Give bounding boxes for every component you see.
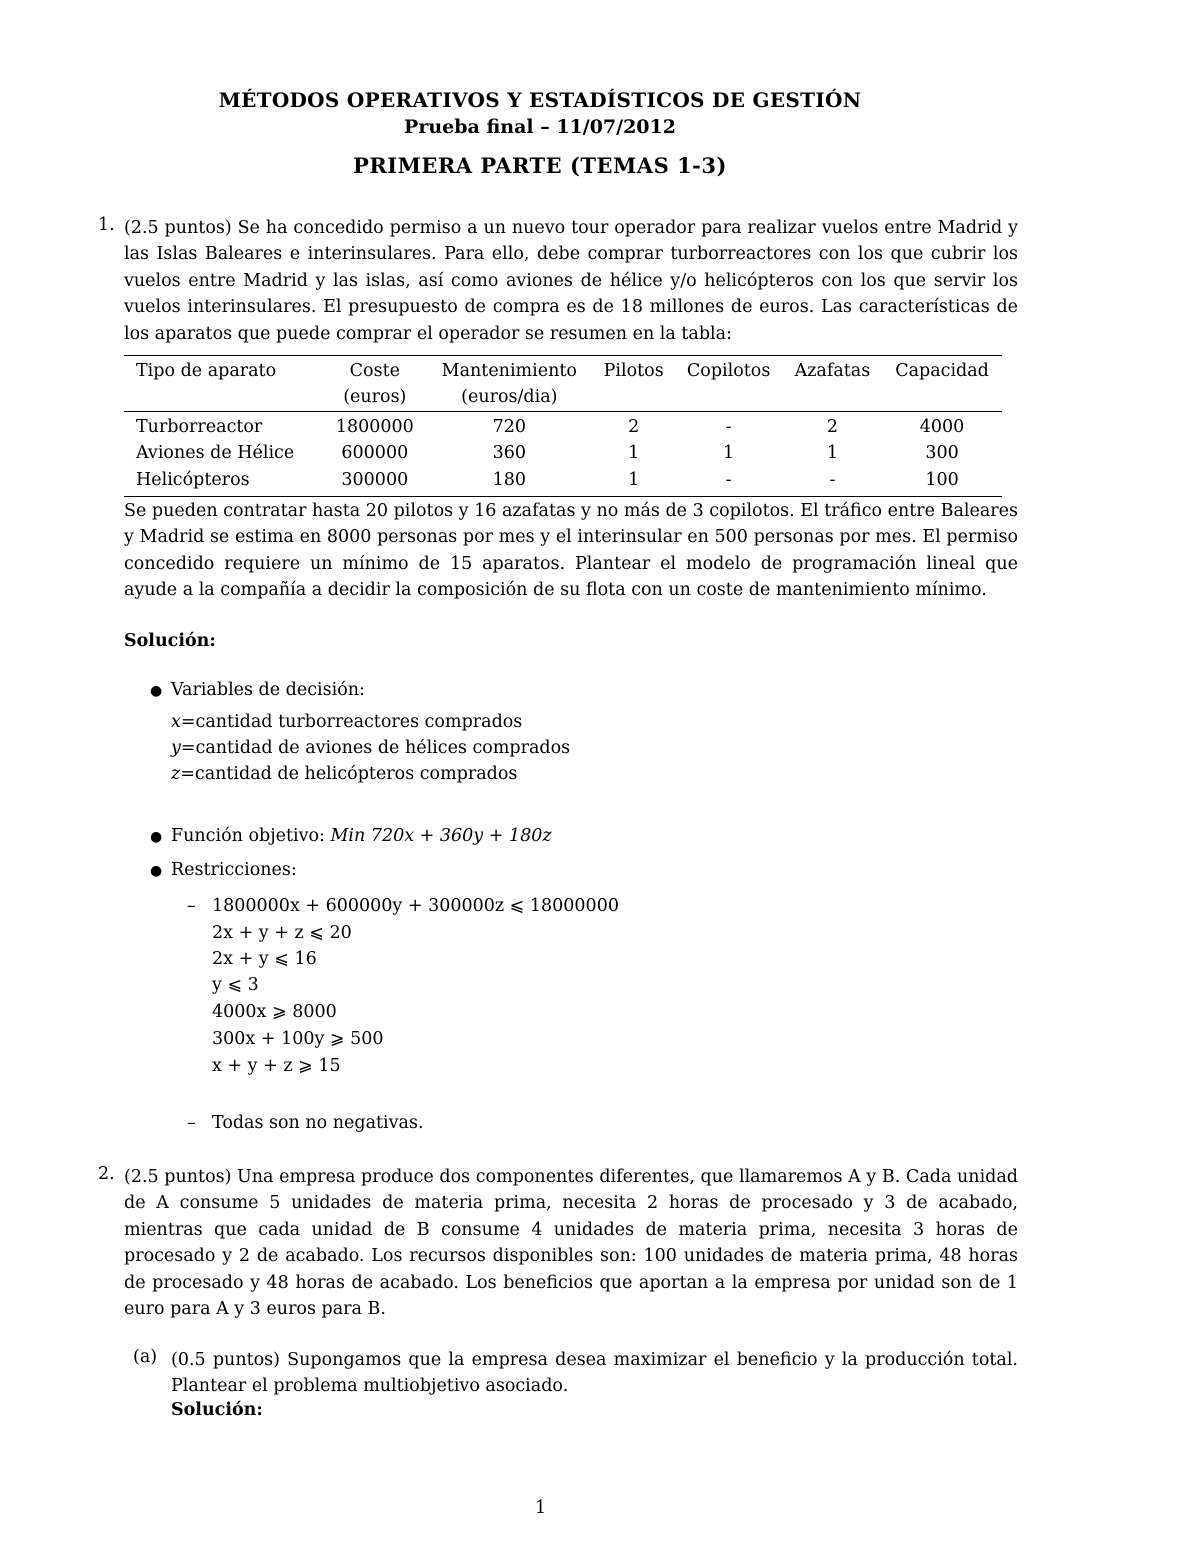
objective-label: Función objetivo: bbox=[171, 826, 325, 846]
question-1-number: 1. bbox=[98, 215, 115, 235]
table-cell: 4000 bbox=[919, 416, 965, 437]
aircraft-table bbox=[124, 355, 1002, 497]
constraint: 300x + 100y ⩾ 500 bbox=[212, 1029, 384, 1049]
header-cell bbox=[124, 384, 324, 411]
question-2-number: 2. bbox=[98, 1164, 115, 1184]
part-title: PRIMERA PARTE (TEMAS 1-3) bbox=[353, 153, 727, 178]
table-cell: - bbox=[725, 416, 732, 437]
table-row bbox=[124, 411, 1002, 440]
constraint: 2x + y ⩽ 16 bbox=[212, 949, 317, 969]
header-cell: Capacidad bbox=[895, 361, 989, 381]
header-unit-cell: (euros/dia) bbox=[461, 387, 558, 408]
table-cell: 1 bbox=[723, 443, 735, 464]
variable-line bbox=[171, 738, 570, 758]
constraint: 1800000x + 600000y + 300000z ⩽ 18000000 bbox=[212, 896, 619, 916]
objective-function: Min 720x + 360y + 180z bbox=[330, 826, 552, 846]
table-cell: 720 bbox=[492, 416, 527, 437]
table-row bbox=[124, 440, 1002, 466]
table-cell: 2 bbox=[826, 416, 838, 437]
bullet-icon: ● bbox=[150, 683, 163, 699]
table-cell: 1 bbox=[826, 443, 838, 464]
header-cell bbox=[783, 384, 882, 411]
header-cell: Azafatas bbox=[794, 361, 871, 381]
table-cell: Turborreactor bbox=[136, 416, 263, 437]
table-cell: 180 bbox=[492, 469, 527, 490]
page-number: 1 bbox=[535, 1498, 547, 1518]
constraint: y ⩽ 3 bbox=[212, 975, 259, 995]
header-cell bbox=[675, 384, 783, 411]
variable-symbol: x bbox=[171, 712, 181, 732]
dash-icon: – bbox=[187, 896, 196, 916]
subquestion-a-label: (a) bbox=[133, 1347, 158, 1367]
constraint: x + y + z ⩾ 15 bbox=[212, 1056, 341, 1076]
table-cell: 2 bbox=[628, 416, 640, 437]
table-cell: Aviones de Hélice bbox=[136, 443, 295, 464]
header-cell: Tipo de aparato bbox=[136, 361, 277, 381]
table-cell: Helicópteros bbox=[136, 469, 250, 490]
variable-description: =cantidad de aviones de hélices comprados bbox=[180, 738, 571, 758]
table-cell: - bbox=[725, 469, 732, 490]
variable-description: =cantidad turborreactores comprados bbox=[180, 712, 523, 732]
variables-label: Variables de decisión: bbox=[171, 680, 365, 700]
constraint: 4000x ⩾ 8000 bbox=[212, 1002, 337, 1022]
table-cell: 1 bbox=[628, 469, 640, 490]
table-cell: 360 bbox=[492, 443, 527, 464]
variable-description: =cantidad de helicópteros comprados bbox=[180, 764, 518, 784]
exam-date: Prueba final – 11/07/2012 bbox=[404, 116, 676, 138]
question-1-statement: (2.5 puntos) Se ha concedido permiso a un nuevo tour operador para realizar vuelos entre Madrid y las Islas Baleares e interinsulares. Para ello, debe comprar turborreactores con los que cubrir los vuelos entre Madrid y las islas, así como aviones de hélice y/o helicópteros con los que servir los vuelos interinsulares. El presupuesto de compra es de 18 millones de euros. Las características de los aparatos que puede comprar el operador se resumen en la tabla: bbox=[124, 218, 1018, 344]
header-cell: Copilotos bbox=[686, 361, 771, 381]
header-cell bbox=[882, 384, 1002, 411]
variable-line bbox=[171, 712, 522, 732]
course-title: MÉTODOS OPERATIVOS Y ESTADÍSTICOS DE GESTIÓN bbox=[218, 88, 862, 112]
dash-icon: – bbox=[187, 1113, 196, 1133]
header-cell bbox=[593, 384, 675, 411]
table-cell: 300 bbox=[925, 443, 959, 464]
table-cell: 100 bbox=[925, 469, 959, 490]
header-unit-cell: (euros) bbox=[343, 387, 407, 408]
objective-line bbox=[171, 826, 552, 846]
table-cell: 1800000 bbox=[335, 416, 414, 437]
bullet-icon: ● bbox=[150, 829, 163, 845]
question-1-statement-continued: Se pueden contratar hasta 20 pilotos y 16 azafatas y no más de 3 copilotos. El tráfico entre Baleares y Madrid se estima en 8000 personas por mes y el interinsular en 500 personas por mes. El permiso concedido requiere un mínimo de 15 aparatos. Plantear el modelo de programación lineal que ayude a la compañía a decidir la composición de su flota con un coste de mantenimiento mínimo. bbox=[124, 501, 1018, 601]
variable-line bbox=[171, 764, 517, 784]
table-cell: 300000 bbox=[341, 469, 409, 490]
table-row bbox=[124, 467, 1002, 497]
table-cell: 1 bbox=[628, 443, 640, 464]
constraint: 2x + y + z ⩽ 20 bbox=[212, 923, 352, 943]
variable-symbol: y bbox=[171, 738, 181, 758]
table-header-row bbox=[124, 356, 1002, 385]
subquestion-a-statement: (0.5 puntos) Supongamos que la empresa desea maximizar el beneficio y la producción total. Plantear el problema multiobjetivo asociado. bbox=[171, 1350, 1018, 1397]
header-cell: Mantenimiento bbox=[441, 361, 577, 381]
table-cell: 600000 bbox=[341, 443, 409, 464]
solution-label: Solución: bbox=[171, 1400, 263, 1420]
header-cell: Pilotos bbox=[603, 361, 664, 381]
table-header-row-units bbox=[124, 384, 1002, 411]
bullet-icon: ● bbox=[150, 863, 163, 879]
table-cell: - bbox=[829, 469, 836, 490]
variable-symbol: z bbox=[171, 764, 181, 784]
constraints-label: Restricciones: bbox=[171, 860, 297, 880]
nonnegativity-note: Todas son no negativas. bbox=[212, 1113, 424, 1133]
question-2-statement: (2.5 puntos) Una empresa produce dos componentes diferentes, que llamaremos A y B. Cada unidad de A consume 5 unidades de materia prima, necesita 2 horas de procesado y 3 de acabado, mientras que cada unidad de B consume 4 unidades de materia prima, necesita 3 horas de procesado y 2 de acabado. Los recursos disponibles son: 100 unidades de materia prima, 48 horas de procesado y 48 horas de acabado. Los beneficios que aportan a la empresa por unidad son de 1 euro para A y 3 euros para B. bbox=[124, 1167, 1018, 1320]
header-cell: Coste bbox=[349, 361, 400, 381]
solution-label: Solución: bbox=[124, 631, 216, 651]
